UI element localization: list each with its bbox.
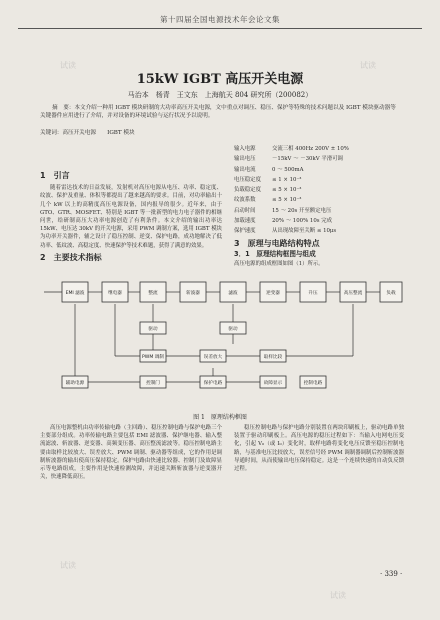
spec-value: 15 ～ 20s 开至额定电压 (272, 207, 332, 214)
spec-row (234, 154, 404, 164)
spec-key: 保护速度 (234, 228, 256, 235)
abstract: 摘 要：本文介绍一种用 IGBT 模块研制的大功率高压开关电源，文中重点对调压、稳压、保护等特殊的技术问题以及 IGBT 模块驱动器等关键器件应用进行了介绍，并对设备的环境试验与运行状况予以说明。 (40, 105, 396, 120)
block-samp: 取样比较 (263, 355, 283, 360)
spec-list (234, 144, 404, 237)
block-xfmr: 升压 (308, 291, 318, 296)
spec-key: 加载速度 (234, 218, 256, 225)
spec-key: 电压稳定度 (234, 176, 261, 183)
spec-value: 20% ～ 100% 10s 完成 (272, 218, 333, 225)
watermark: 试读 (360, 61, 376, 70)
block-gate: 控制门 (146, 381, 160, 386)
keywords: 关键词：高压开关电源 IGBT 模块 (40, 130, 135, 136)
spec-key: 输入电源 (234, 146, 256, 152)
author-line: 马治本 杨青 王文东 上海航天 804 研究所（200082） (127, 91, 313, 99)
block-diagram-boxes (62, 282, 402, 388)
spec-value: ≤ 5 × 10⁻³ (272, 197, 302, 204)
bottom-right-text: 稳压控制电路与保护电路分别装置在两块印刷板上，驱动电路单独装置于驱动印刷板上。高压电源的稳压过程如下：当输入电网电压变化，引起 V₀（或 I₀）变化时，取样电路将变化电压反馈至稳压控制电路，与基准电压比较放大，误差信号经 PWM 调制器调制后控制斩波器导通时间，从而使输出电压保持稳定。这是一个连续快速的自动负反馈过程。 (234, 425, 404, 473)
block-load: 负载 (386, 291, 396, 296)
spec-key: 启动时间 (234, 207, 256, 214)
paper-title: 15kW IGBT 高压开关电源 (136, 72, 304, 87)
section-3-1-text: 高压电源的组成框图如图（1）所示。 (234, 261, 324, 268)
block-hvrect: 高压整流 (343, 291, 363, 296)
bottom-left-column (40, 424, 222, 481)
running-header: 第十四届全国电源技术年会论文集 (160, 15, 280, 24)
block-inv: 逆变器 (266, 291, 280, 296)
spec-value: ≤ 1 × 10⁻³ (272, 176, 302, 183)
spec-row (234, 144, 404, 154)
left-column-top (40, 168, 222, 266)
block-filter: 滤波 (228, 291, 238, 296)
spec-row (234, 226, 404, 236)
block-disp: 故障显示 (263, 381, 283, 386)
block-chop: 斩波器 (186, 291, 200, 296)
section-1-title: 1 引言 (40, 171, 70, 180)
spec-row (234, 206, 404, 216)
watermark: 试读 (60, 561, 76, 570)
spec-value: 0 ～ 500mA (272, 166, 304, 173)
spec-row (234, 195, 404, 205)
block-pwm: PWM 调制 (142, 355, 164, 360)
block-drive2: 驱动 (228, 327, 238, 332)
block-prot: 保护电路 (203, 381, 223, 386)
spec-value: 从出现故障至关断 ≤ 10μs (272, 228, 337, 235)
block-err: 误差放大 (203, 355, 223, 360)
block-ctrl: 控制电路 (303, 381, 323, 386)
spec-value: 交流三相 400Hz 200V ± 10% (272, 146, 349, 152)
bottom-right-column (234, 424, 404, 473)
spec-key: 纹波系数 (234, 197, 256, 204)
spec-row (234, 175, 404, 185)
bottom-left-text: 高压电源整机由功率传输电路（主回路）、稳压控制电路与保护电路三个主要部分组成。功率传输电路主要包括 EMI 滤波器、保护继电器、输入整流滤波、斩波器、逆变器、高频变压器、高压整流滤波等。稳压控制电路主要由取样比较放大、误差放大、PWM 调制、驱动器等组成，它的作用是调制斩波器的输出使高压保持稳定。保护电路由快速比较器、控制门及故障显示等电路组成，主要作用是快速检测故障，并迅速关断斩波器与逆变器开关，快速降低高压。 (40, 425, 222, 481)
spec-row (234, 216, 404, 226)
section-3-title: 3 原理与电路结构特点 (234, 239, 320, 248)
section-1-text: 随着雷达技术的日益发展，发射机对高压电源从电压、功率、稳定度、纹波、保护及重量、体积等都提出了越来越高的要求。目前，对功率输出十几个 kW 以上的高精度高压电源设备，国内报导的很少。近年来，由于 GTO、GTR、MOSFET、特别是 IGBT 等一批新型的电力电子器件的相继问世，给研制高压大功率电源创造了有利条件。本文介绍的输出功率达 15kW、电压达 30kV 的开关电源，采用 PWM 调制方案，选用 IGBT 模块为功率开关器件，辅之设计了稳压控制、逆变、保护电路，成功地解决了低功率、低纹波、高稳定度、快速保护等技术难题，获得了满意的效果。 (40, 185, 222, 249)
spec-key: 输出电压 (234, 156, 256, 163)
spec-row (234, 185, 404, 195)
block-diagram-lines (44, 292, 380, 382)
page-number: · 339 · (380, 570, 403, 578)
section-2-title: 2 主要技术指标 (40, 252, 102, 262)
spec-value: ≤ 5 × 10⁻³ (272, 187, 302, 194)
spec-value: －15kV ～ －30kV 平滑可调 (272, 156, 343, 163)
block-rect: 整流 (148, 291, 158, 296)
watermark: 试读 (330, 591, 346, 600)
block-diagram (40, 262, 404, 402)
spec-key: 输出电流 (234, 166, 256, 173)
section-3-1-title: 3．1 原理结构框图与组成 (234, 250, 316, 259)
watermark: 试读 (60, 61, 76, 70)
spec-key: 负载稳定度 (234, 187, 261, 194)
block-emi: EMI 滤波 (65, 291, 85, 296)
block-drive1: 驱动 (148, 327, 158, 332)
block-relay: 继电器 (108, 291, 122, 296)
figure-caption: 图 1 原理结构框图 (193, 414, 247, 421)
header-rule (18, 28, 422, 29)
block-aux: 辅助电源 (65, 381, 85, 386)
spec-row (234, 165, 404, 175)
